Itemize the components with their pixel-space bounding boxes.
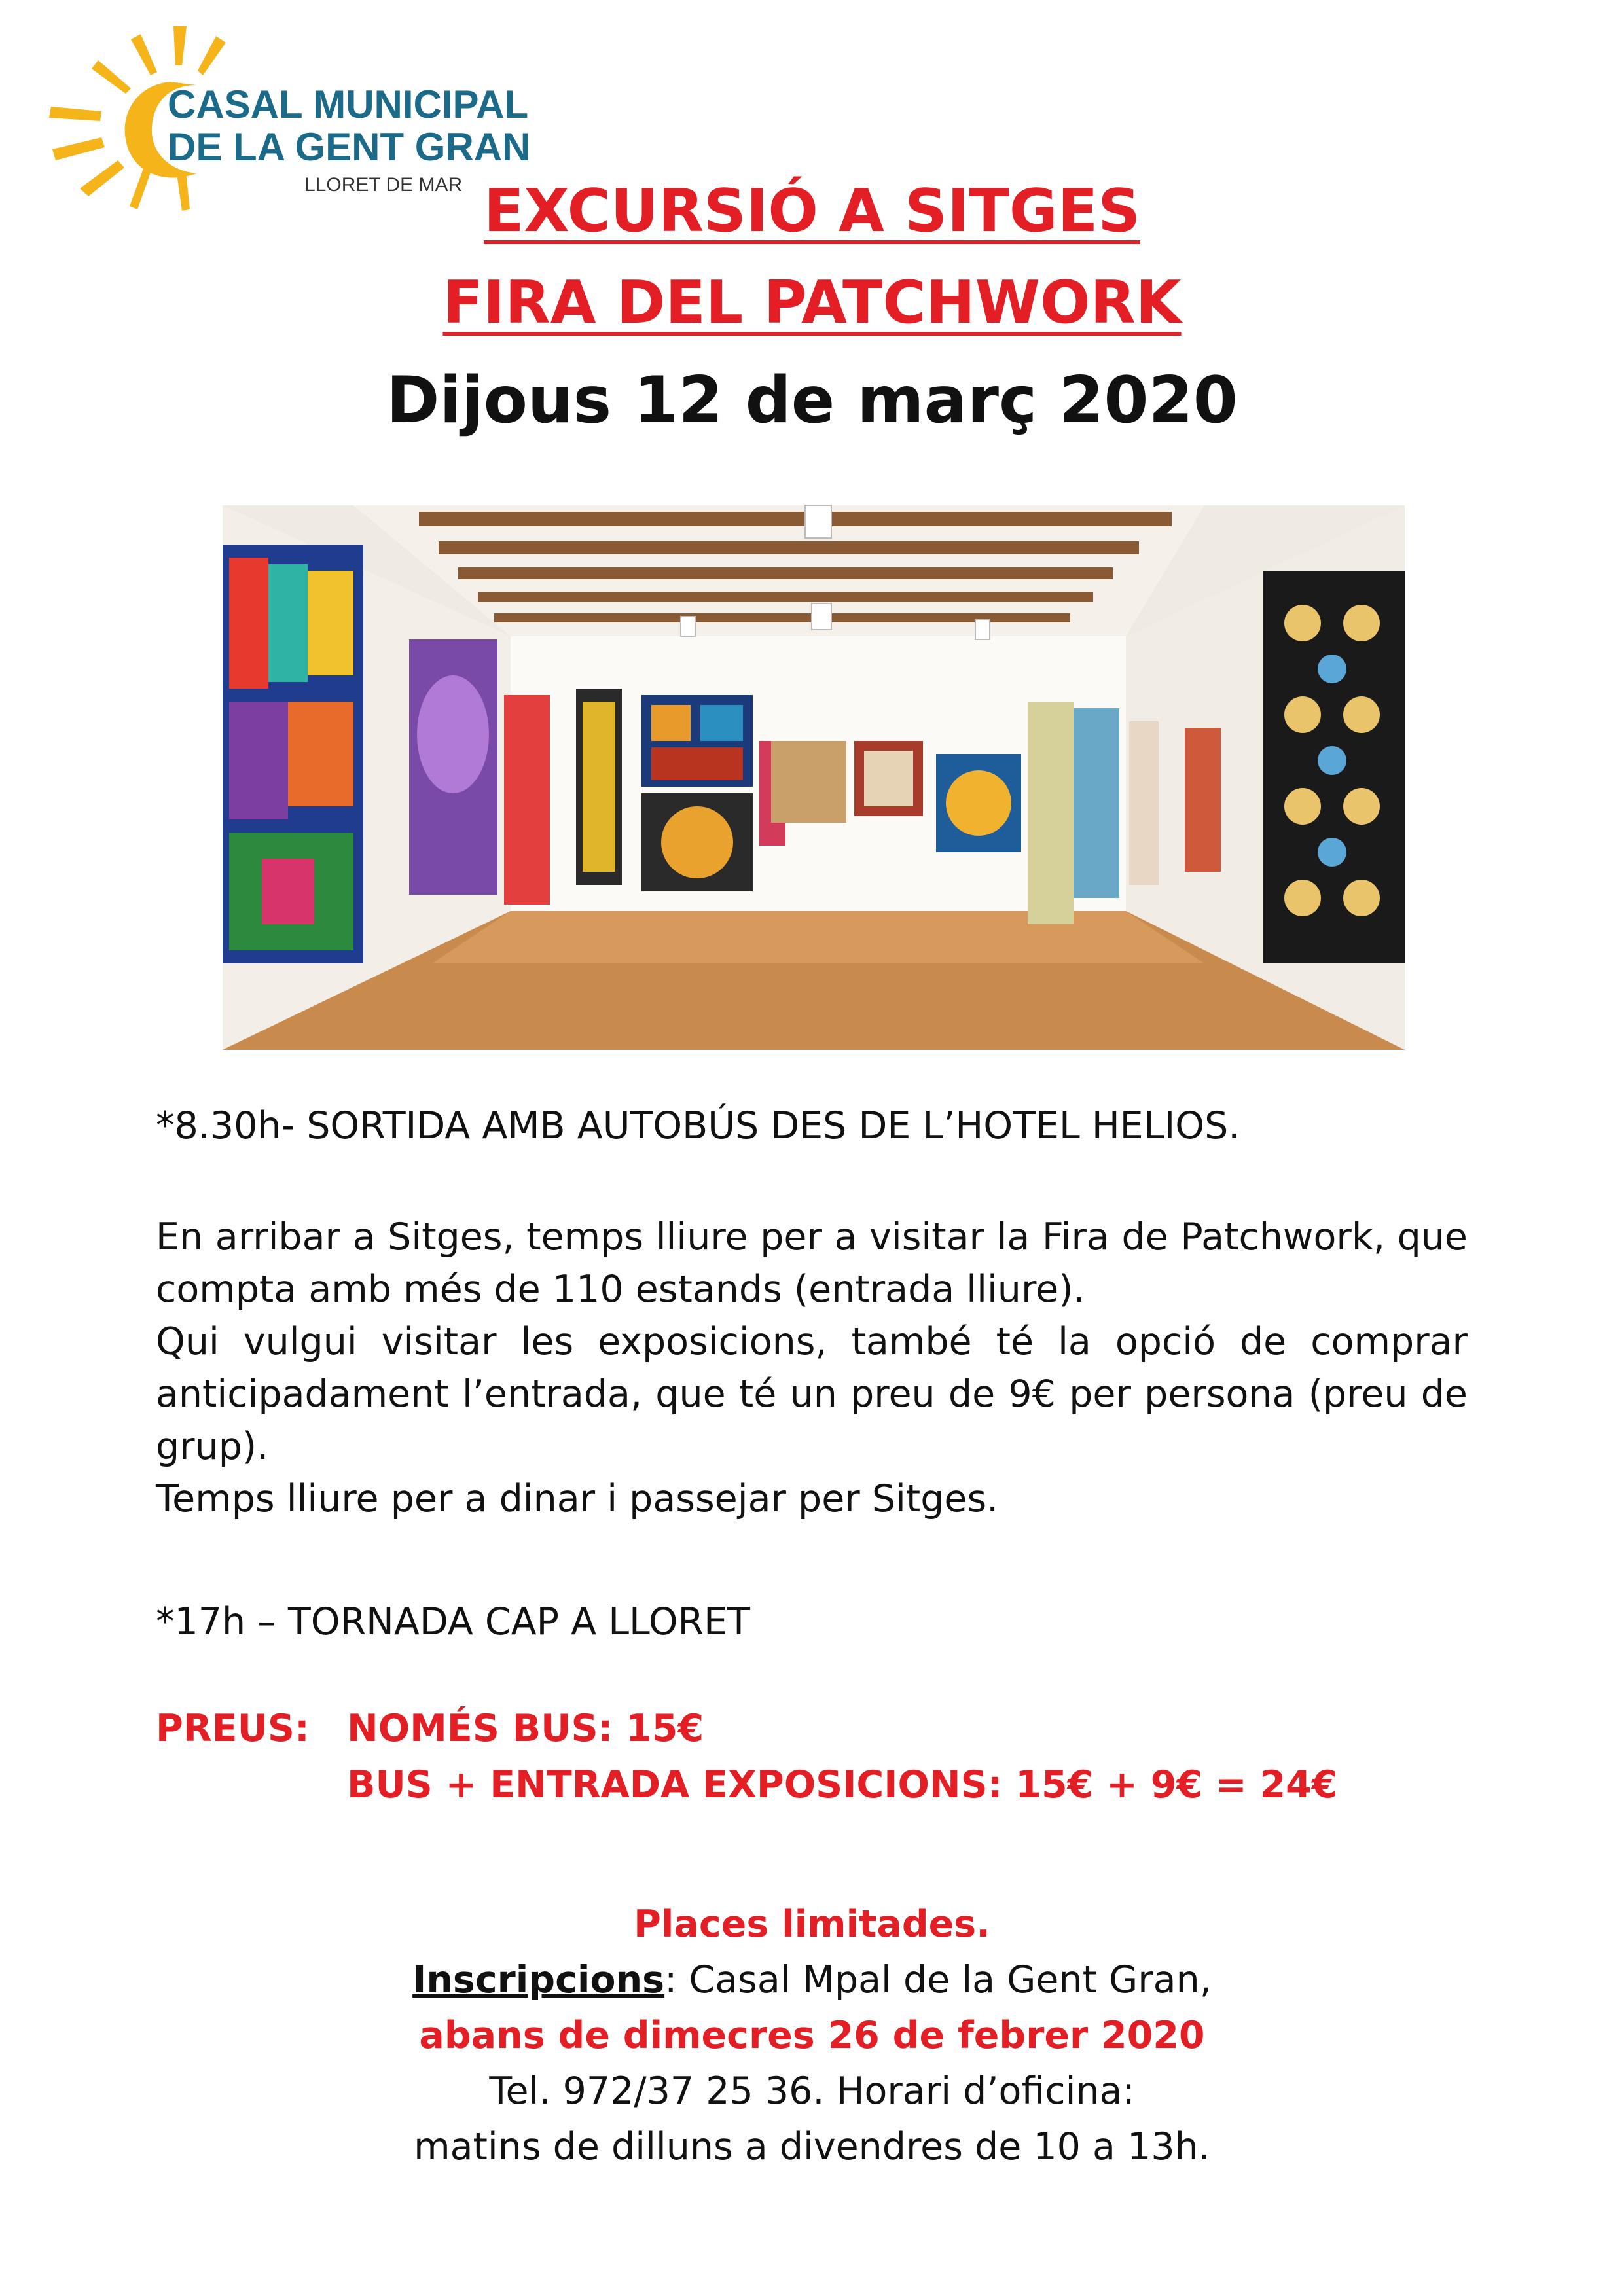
phone-line: Tel. 972/37 25 36. Horari d’oficina: [489,2070,1135,2113]
departure-line: *8.30h- SORTIDA AMB AUTOBÚS DES DE L’HOTEL HELIOS. [156,1104,1240,1147]
event-date: Dijous 12 de març 2020 [386,363,1238,438]
limited-places: Places limitades. [634,1903,990,1946]
paragraph-arrival: En arribar a Sitges, temps lliure per a visitar la Fira de Patchwork, que compta amb més de 110 estands (entrada lliure). [156,1215,1468,1311]
footer-info [0,1897,1624,2175]
patchwork-exhibition-photo [223,505,1405,1050]
paragraph-free-time: Temps lliure per a dinar i passejar per Sitges. [156,1477,999,1520]
price-bus-entry: BUS + ENTRADA EXPOSICIONS: 15€ + 9€ = 24€ [347,1763,1338,1806]
office-hours: matins de dilluns a divendres de 10 a 13h. [414,2125,1210,2168]
inscriptions-label: Inscripcions [412,1958,665,2001]
prices-label: PREUS: [156,1707,310,1750]
title-excursion: EXCURSIÓ A SITGES [483,177,1141,245]
return-line: *17h – TORNADA CAP A LLORET [156,1600,750,1643]
title-fair: FIRA DEL PATCHWORK [442,268,1182,337]
logo-line3: LLORET DE MAR [304,174,463,196]
logo-line1: CASAL MUNICIPAL [168,82,529,126]
deadline: abans de dimecres 26 de febrer 2020 [419,2014,1205,2057]
price-bus-only: NOMÉS BUS: 15€ [347,1707,704,1750]
logo-line2: DE LA GENT GRAN [168,125,531,169]
inscriptions-line [0,1952,1624,2008]
paragraph-exhibitions: Qui vulgui visitar les exposicions, també té la opció de comprar anticipadament l’entrada, que té un preu de 9€ per persona (preu de grup). [156,1320,1468,1468]
prices-block [156,1700,1337,1813]
inscriptions-text: : Casal Mpal de la Gent Gran, [664,1958,1212,2001]
